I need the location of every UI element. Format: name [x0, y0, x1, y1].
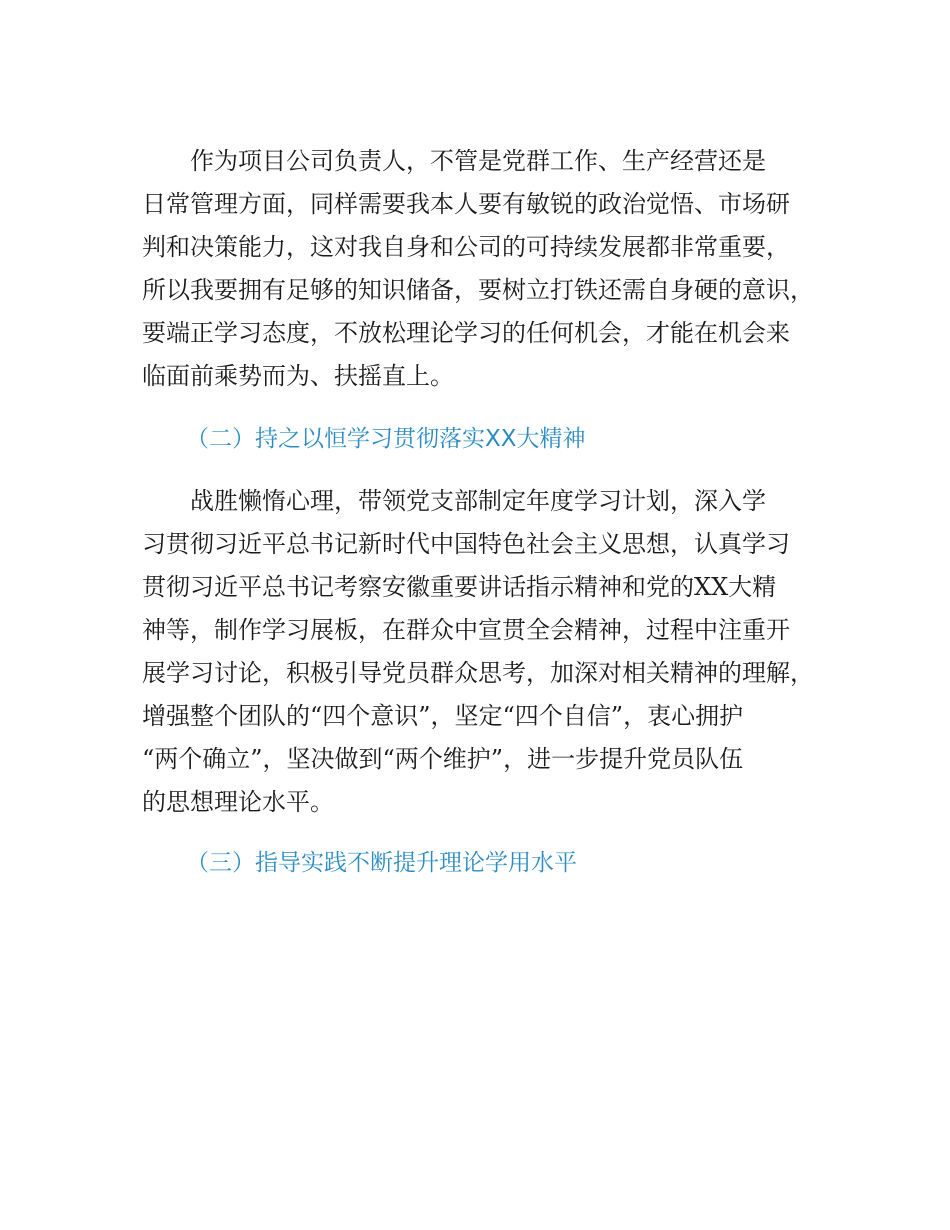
section-heading-2: （二）持之以恒学习贯彻落实XX大精神 [186, 426, 586, 452]
paragraph-1-line-4: 所以我要拥有足够的知识储备，要树立打铁还需自身硬的意识， [142, 276, 814, 304]
paragraph-2-line-3: 贯彻习近平总书记考察安徽重要讲话指示精神和党的XX大精 [142, 573, 777, 601]
paragraph-2-line-5: 展学习讨论，积极引导党员群众思考，加深对相关精神的理解， [142, 659, 814, 687]
paragraph-2-line-1: 战胜懒惰心理，带领党支部制定年度学习计划，深入学 [190, 487, 766, 515]
paragraph-1-line-6: 临面前乘势而为、扶摇直上。 [142, 362, 454, 390]
paragraph-2-line-4: 神等，制作学习展板，在群众中宣贯全会精神，过程中注重开 [142, 616, 790, 644]
section-heading-3: （三）指导实践不断提升理论学用水平 [186, 850, 577, 876]
paragraph-2-line-6: 增强整个团队的“四个意识”，坚定“四个自信”，衷心拥护 [142, 702, 744, 730]
paragraph-2-line-8: 的思想理论水平。 [142, 788, 334, 816]
paragraph-1-line-1: 作为项目公司负责人，不管是党群工作、生产经营还是 [190, 147, 766, 175]
paragraph-1-line-5: 要端正学习态度，不放松理论学习的任何机会，才能在机会来 [142, 319, 790, 347]
paragraph-1-line-2: 日常管理方面，同样需要我本人要有敏锐的政治觉悟、市场研 [142, 190, 790, 218]
paragraph-1-line-3: 判和决策能力，这对我自身和公司的可持续发展都非常重要， [142, 233, 790, 261]
paragraph-2-line-7: “两个确立”，坚决做到“两个维护”，进一步提升党员队伍 [142, 745, 744, 773]
paragraph-2-line-2: 习贯彻习近平总书记新时代中国特色社会主义思想，认真学习 [142, 530, 790, 558]
